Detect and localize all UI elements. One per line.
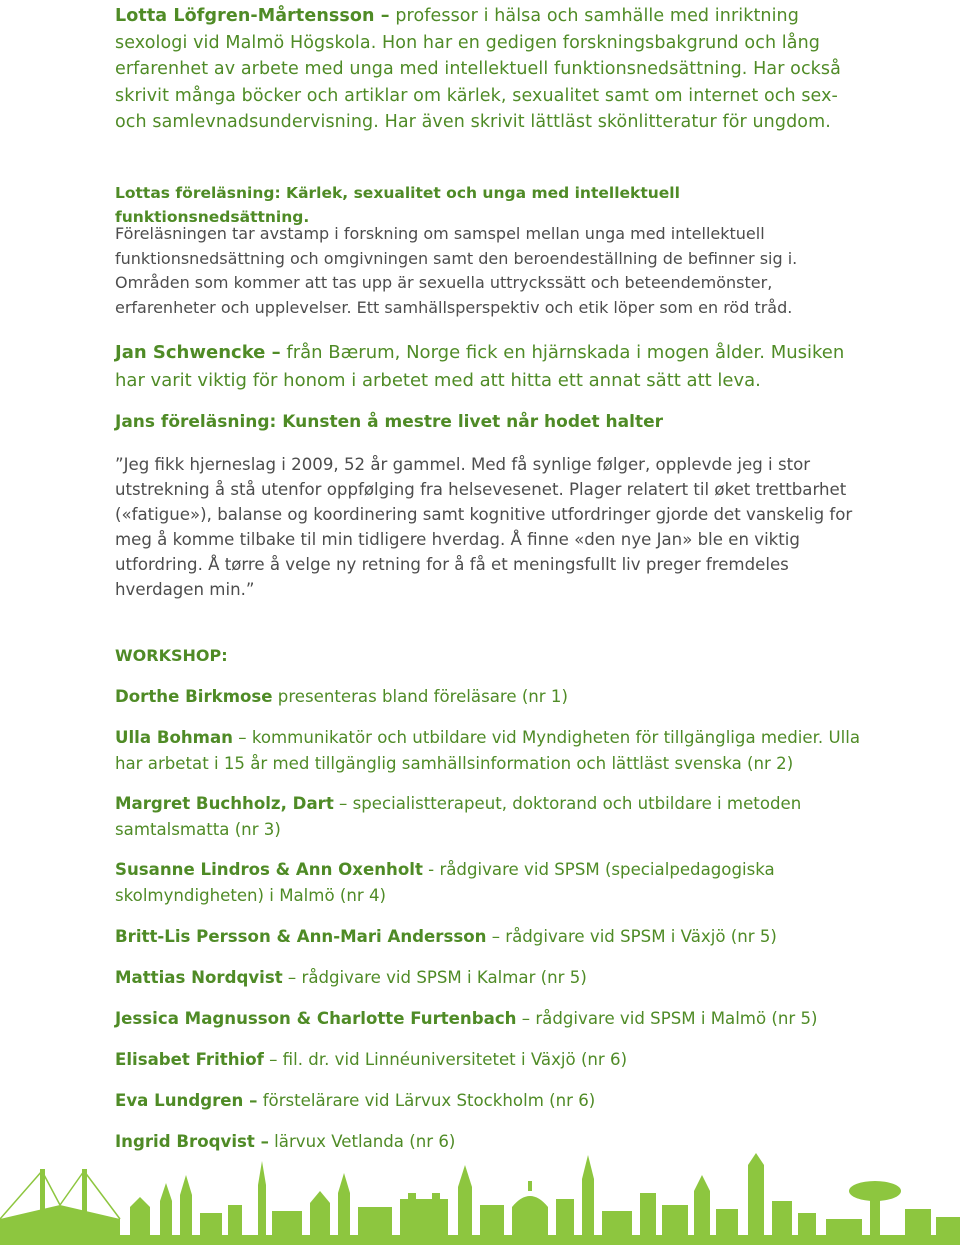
workshop-item-name: Jessica Magnusson & Charlotte Furtenbach: [115, 1009, 517, 1028]
jan-name: Jan Schwencke –: [115, 342, 281, 363]
workshop-item-text: förstelärare vid Lärvux Stockholm (nr 6): [257, 1091, 596, 1110]
jan-description: Musiken har varit viktig för honom i arbetet med att hitta ett annat sätt att leva.: [115, 342, 845, 391]
workshop-item-name: Eva Lundgren –: [115, 1091, 258, 1110]
workshop-item: [115, 857, 875, 908]
workshop-item-text: – rådgivare vid SPSM i Växjö (nr 5): [486, 927, 777, 946]
lotta-lecture-label: Lottas föreläsning:: [115, 184, 281, 202]
lotta-description: professor i hälsa och samhälle med inriktning sexologi vid Malmö Högskola. Hon har en gedigen forskningsbakgrund och lång erfarenhet av arbete med unga med intellektuell funktionsnedsättning. Har också skrivit många böcker och artiklar om kärlek, sexualitet samt om internet och sex- och samlevnadsundervisning. Har även skrivit lättläst skönlitteratur för ungdom.: [115, 6, 841, 132]
lotta-lecture-body: Föreläsningen tar avstamp i forskning om samspel mellan unga med intellektuell funktionsnedsättning och omgivningen samt den beroendeställning de befinner sig i. Områden som kommer att tas upp är sexuella uttryckssätt och beteendemönster, erfarenheter och upplevelser. Ett samhällsperspektiv och etik löper som en röd tråd.: [115, 224, 798, 317]
lotta-lecture-title: Kärlek, sexualitet och unga med intellektuell funktionsnedsättning.: [115, 184, 680, 226]
workshop-item-text: – fil. dr. vid Linnéuniversitetet i Växjö (nr 6): [263, 1050, 628, 1069]
jan-origin: från Bærum, Norge fick en hjärnskada i mogen ålder.: [280, 342, 765, 363]
workshop-item-name: Susanne Lindros & Ann Oxenholt: [115, 860, 423, 879]
jan-bio: [115, 339, 875, 394]
workshop-item: [115, 965, 875, 991]
workshop-item-text: presenteras bland föreläsare (nr 1): [272, 687, 568, 706]
workshop-item-text: - rådgivare vid SPSM (specialpedagogiska skolmyndigheten) i Malmö (nr 4): [115, 860, 775, 905]
workshop-item: [115, 684, 875, 710]
jan-lecture-quote: ”Jeg fikk hjerneslag i 2009, 52 år gammel. Med få synlige følger, opplevde jeg i stor utstrekning å stå utenfor oppfølging fra helsevesenet. Plager relatert til øket trettbarhet («fatigue»), balanse og koordinering samt kognitive utfordringer gjorde det vanskelig for meg å komme tilbake til min tidligere hverdag. Å finne «den nye Jan» ble en viktig utfordring. Å tørre å velge ny retning for å få et meningsfullt liv preger fremdeles hverdagen min.”: [115, 455, 853, 599]
workshop-item-text: – rådgivare vid SPSM i Kalmar (nr 5): [282, 968, 587, 987]
jan-lecture-title: Jans föreläsning: Kunsten å mestre livet når hodet halter: [115, 412, 664, 432]
skyline-bridge: [0, 1205, 120, 1235]
workshop-item-text: – kommunikatör och utbildare vid Myndigheten för tillgängliga medier. Ulla har arbetat i 15 år med tillgänglig samhällsinformation och lättläst svenska (nr 2): [115, 728, 861, 773]
workshop-item-name: Elisabet Frithiof: [115, 1050, 264, 1069]
workshop-heading: WORKSHOP:: [115, 646, 228, 665]
workshop-item-name: Margret Buchholz, Dart: [115, 794, 334, 813]
workshop-item: [115, 791, 875, 842]
workshop-item-name: Mattias Nordqvist: [115, 968, 283, 987]
workshop-item-name: Ulla Bohman: [115, 728, 233, 747]
workshop-item: [115, 924, 875, 950]
workshop-item-text: lärvux Vetlanda (nr 6): [268, 1132, 456, 1151]
workshop-item-name: Britt-Lis Persson & Ann-Mari Andersson: [115, 927, 487, 946]
city-skyline-silhouette: [0, 1135, 960, 1245]
workshop-item-name: Dorthe Birkmose: [115, 687, 273, 706]
lotta-name: Lotta Löfgren-Mårtensson –: [115, 6, 390, 26]
skyline-ground: [0, 1235, 960, 1245]
workshop-item: [115, 725, 875, 776]
workshop-item: [115, 1047, 875, 1073]
workshop-item-text: – specialistterapeut, doktorand och utbildare i metoden samtalsmatta (nr 3): [115, 794, 802, 839]
workshop-item: [115, 1088, 875, 1114]
workshop-item-name: Ingrid Broqvist –: [115, 1132, 269, 1151]
workshop-item-text: – rådgivare vid SPSM i Malmö (nr 5): [516, 1009, 818, 1028]
workshop-item: [115, 1006, 875, 1032]
lotta-bio: [115, 3, 875, 136]
